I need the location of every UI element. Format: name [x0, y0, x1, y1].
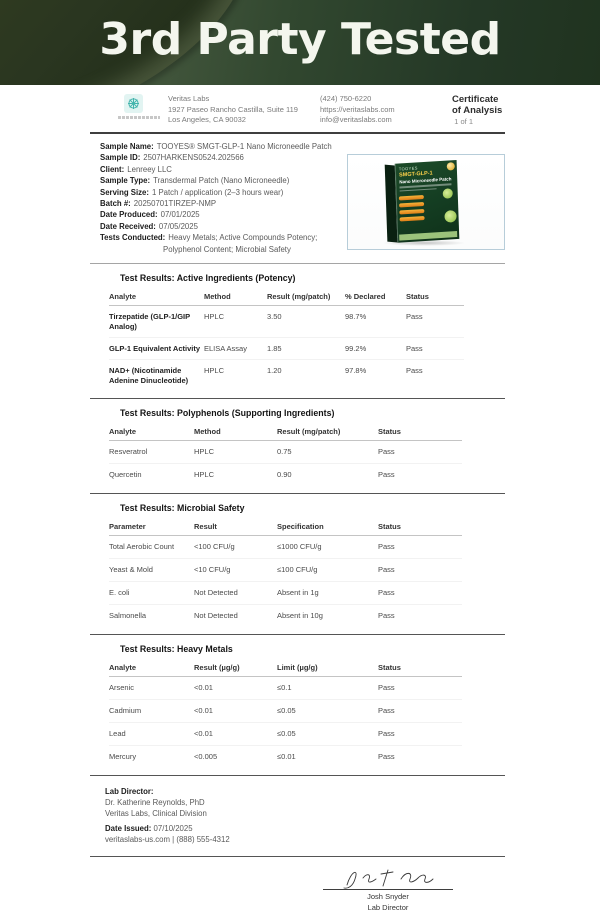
- field-label: Batch #:: [100, 199, 131, 209]
- field-value: Transdermal Patch (Nano Microneedle): [153, 176, 290, 186]
- table-cell: Tirzepatide (GLP-1/GIP Analog): [109, 306, 204, 338]
- sample-info-section: [90, 134, 505, 261]
- lab-logo-block: [118, 94, 158, 119]
- table-cell: ≤1000 CFU/g: [277, 536, 378, 559]
- table-cell: 0.90: [277, 470, 292, 480]
- sample-field: [100, 152, 350, 163]
- table-cell: <100 CFU/g: [194, 536, 277, 559]
- lab-address-line1: 1927 Paseo Rancho Castilla, Suite 119: [168, 104, 298, 114]
- table-cell: 97.8%: [345, 365, 367, 375]
- table-cell: Absent in 10g: [277, 611, 323, 621]
- table-row: [109, 360, 464, 392]
- table-cell: Cadmium: [109, 700, 194, 723]
- table-cell: Pass: [378, 677, 462, 700]
- logo-fineprint: [118, 116, 160, 119]
- column-header: Specification: [277, 520, 378, 536]
- column-header: Status: [406, 290, 464, 306]
- field-value: 20250701TIRZEP-NMP: [133, 199, 217, 209]
- banner: [0, 0, 600, 85]
- table-cell: HPLC: [204, 306, 267, 338]
- sample-field: [100, 187, 350, 198]
- lab-director-org: Veritas Labs, Clinical Division: [105, 809, 207, 819]
- table-cell: Mercury: [109, 752, 137, 762]
- stripe: [399, 195, 424, 201]
- fruit-graphic: [443, 188, 453, 199]
- document-title: Certificate of Analysis: [452, 94, 503, 116]
- column-header: Status: [378, 425, 462, 441]
- field-value-continuation: Polyphenol Content; Microbial Safety: [163, 244, 291, 254]
- product-brand: TOOYES: [398, 165, 418, 172]
- date-issued-row: [105, 823, 505, 834]
- sample-field: [100, 198, 350, 209]
- table-cell: Resveratrol: [109, 441, 194, 464]
- results-table: [109, 425, 462, 486]
- section-title: Test Results: Active Ingredients (Potency): [120, 273, 296, 284]
- lab-logo-icon: [124, 94, 143, 113]
- table-cell: <10 CFU/g: [194, 559, 277, 582]
- table-cell: Pass: [378, 611, 395, 621]
- table-cell: ≤0.01: [277, 752, 296, 762]
- signer-name: Josh Snyder: [367, 892, 409, 902]
- table-cell: <0.01: [194, 700, 277, 723]
- table-cell: 0.75: [277, 441, 378, 464]
- table-cell: Pass: [378, 536, 462, 559]
- section-active-ingredients: [90, 264, 505, 399]
- banner-title: 3rd Party Tested: [99, 14, 501, 65]
- sample-field: [100, 221, 350, 232]
- field-label: Tests Conducted:: [100, 233, 166, 243]
- table-cell: ELISA Assay: [204, 338, 267, 360]
- lab-address-line2: Los Angeles, CA 90032: [168, 115, 246, 124]
- fineprint-line: [400, 188, 437, 192]
- table-cell: Pass: [378, 470, 395, 480]
- column-header: % Declared: [345, 290, 406, 306]
- table-cell: ≤100 CFU/g: [277, 559, 378, 582]
- section-polyphenols: [90, 399, 505, 494]
- table-cell: 99.2%: [345, 338, 406, 360]
- product-title: SMGT-GLP-1: [398, 170, 433, 179]
- table-row: [109, 441, 462, 464]
- column-header: Status: [378, 520, 462, 536]
- table-row: [109, 306, 464, 338]
- table-cell: ≤0.05: [277, 700, 378, 723]
- table-cell: Pass: [378, 441, 462, 464]
- table-cell: 3.50: [267, 306, 345, 338]
- column-header: Result: [194, 520, 277, 536]
- header-row: [109, 290, 464, 306]
- lab-letterhead: [90, 85, 505, 134]
- product-subtitle: Nano Microneedle Patch: [399, 176, 452, 185]
- column-header: Result (mg/patch): [267, 290, 345, 306]
- field-label: Date Received:: [100, 221, 156, 231]
- table-cell: ≤0.1: [277, 677, 378, 700]
- lab-address-block: [168, 94, 320, 126]
- date-issued-value: 07/10/2025: [153, 824, 193, 834]
- lab-director-label: Lab Director:: [105, 787, 154, 797]
- sample-field: [100, 164, 350, 175]
- table-row: [109, 723, 462, 746]
- table-cell: Lead: [109, 723, 194, 746]
- field-label: Sample ID:: [100, 153, 141, 163]
- column-header: Method: [204, 290, 267, 306]
- table-row: [109, 746, 462, 769]
- header-row: [109, 520, 462, 536]
- header-row: [109, 425, 462, 441]
- table-cell: GLP-1 Equivalent Activity: [109, 338, 204, 360]
- table-cell: Pass: [378, 582, 462, 605]
- column-header: Result (µg/g): [194, 661, 277, 677]
- section-heavy-metals: [90, 635, 505, 776]
- footer-block: [90, 776, 505, 857]
- sample-field: [100, 232, 350, 243]
- table-cell: 1.20: [267, 365, 282, 375]
- stripe: [399, 202, 424, 208]
- results-table: [109, 290, 464, 391]
- section-title: Test Results: Heavy Metals: [120, 644, 233, 655]
- table-row: [109, 700, 462, 723]
- table-cell: HPLC: [194, 441, 277, 464]
- table-cell: Total Aerobic Count: [109, 536, 194, 559]
- table-cell: Not Detected: [194, 611, 238, 621]
- field-value: 07/05/2025: [158, 221, 198, 231]
- results-table: [109, 520, 462, 627]
- table-cell: Pass: [378, 559, 462, 582]
- field-label: Sample Name:: [100, 142, 154, 151]
- bottom-strip: [399, 231, 457, 241]
- signature-scribble: [333, 865, 443, 891]
- table-cell: Pass: [378, 752, 395, 762]
- lab-website: https://veritaslabs.com: [320, 104, 395, 114]
- emblem-icon: [127, 97, 140, 110]
- table-cell: E. coli: [109, 582, 194, 605]
- table-cell: Pass: [406, 306, 464, 338]
- column-header: Result (mg/patch): [277, 425, 378, 441]
- table-row: [109, 677, 462, 700]
- table-cell: 1.85: [267, 338, 345, 360]
- signature-block: [323, 865, 453, 913]
- table-cell: Pass: [378, 723, 462, 746]
- sample-field: [100, 141, 350, 152]
- lab-email: info@veritaslabs.com: [320, 115, 392, 124]
- field-value: 2507HARKENS0524.202566: [143, 153, 244, 163]
- header-row: [109, 661, 462, 677]
- table-cell: Pass: [406, 338, 464, 360]
- signer-role: Lab Director: [367, 902, 409, 912]
- field-value: 07/01/2025: [160, 210, 200, 220]
- table-cell: ≤0.05: [277, 723, 378, 746]
- table-cell: Not Detected: [194, 582, 277, 605]
- section-title: Test Results: Polyphenols (Supporting Ingredients): [120, 408, 335, 419]
- field-value: Heavy Metals; Active Compounds Potency;: [168, 233, 318, 243]
- results-table: [109, 661, 462, 768]
- table-row: [109, 536, 462, 559]
- footer-contact: veritaslabs-us.com | (888) 555-4312: [105, 835, 230, 845]
- ingredient-stripes: [399, 195, 425, 225]
- field-value: Lenreey LLC: [127, 164, 172, 174]
- table-cell: Pass: [406, 365, 423, 375]
- table-cell: 98.7%: [345, 306, 406, 338]
- lab-name: Veritas Labs: [168, 94, 210, 103]
- table-cell: Salmonella: [109, 611, 147, 621]
- table-cell: HPLC: [194, 470, 215, 480]
- table-cell: HPLC: [204, 365, 225, 375]
- column-header: Method: [194, 425, 277, 441]
- table-cell: <0.01: [194, 677, 277, 700]
- field-label: Client:: [100, 164, 125, 174]
- table-cell: Yeast & Mold: [109, 559, 194, 582]
- column-header: Analyte: [109, 661, 194, 677]
- document-title-block: [452, 94, 505, 126]
- sample-field: [100, 175, 350, 186]
- table-row: [109, 559, 462, 582]
- table-row: [109, 338, 464, 360]
- stripe: [400, 216, 425, 222]
- table-cell: <0.005: [194, 752, 218, 762]
- sample-field: [100, 209, 350, 220]
- table-cell: NAD+ (Nicotinamide Adenine Dinucleotide): [109, 365, 189, 385]
- section-title: Test Results: Microbial Safety: [120, 503, 245, 514]
- column-header: Limit (µg/g): [277, 661, 378, 677]
- product-box-front: [395, 160, 460, 243]
- lab-director-name: Dr. Katherine Reynolds, PhD: [105, 798, 205, 808]
- lab-phone: (424) 750-6220: [320, 94, 372, 103]
- table-cell: <0.01: [194, 723, 277, 746]
- date-issued-label: Date Issued:: [105, 824, 152, 834]
- field-value: TOOYES® SMGT-GLP-1 Nano Microneedle Patch: [156, 142, 332, 151]
- field-label: Sample Type:: [100, 176, 151, 186]
- table-cell: Quercetin: [109, 470, 142, 480]
- column-header: Status: [378, 661, 462, 677]
- stripe: [399, 209, 424, 215]
- certificate-document: [0, 85, 600, 913]
- page-indicator: 1 of 1: [454, 117, 473, 126]
- column-header: Parameter: [109, 520, 194, 536]
- column-header: Analyte: [109, 290, 204, 306]
- fruit-graphic: [444, 210, 456, 223]
- section-microbial-safety: [90, 494, 505, 635]
- table-row: [109, 464, 462, 487]
- table-row: [109, 605, 462, 628]
- column-header: Analyte: [109, 425, 194, 441]
- table-row: [109, 582, 462, 605]
- table-cell: Pass: [378, 700, 462, 723]
- table-cell: Arsenic: [109, 677, 194, 700]
- product-photo: [347, 154, 505, 250]
- table-cell: Absent in 1g: [277, 582, 378, 605]
- field-label: Serving Size:: [100, 187, 149, 197]
- lab-contact-block: [320, 94, 452, 126]
- field-label: Date Produced:: [100, 210, 158, 220]
- signature-line: [323, 889, 453, 890]
- product-box: [385, 161, 460, 242]
- field-value: 1 Patch / application (2–3 hours wear): [151, 187, 284, 197]
- sample-info-list: [90, 141, 350, 255]
